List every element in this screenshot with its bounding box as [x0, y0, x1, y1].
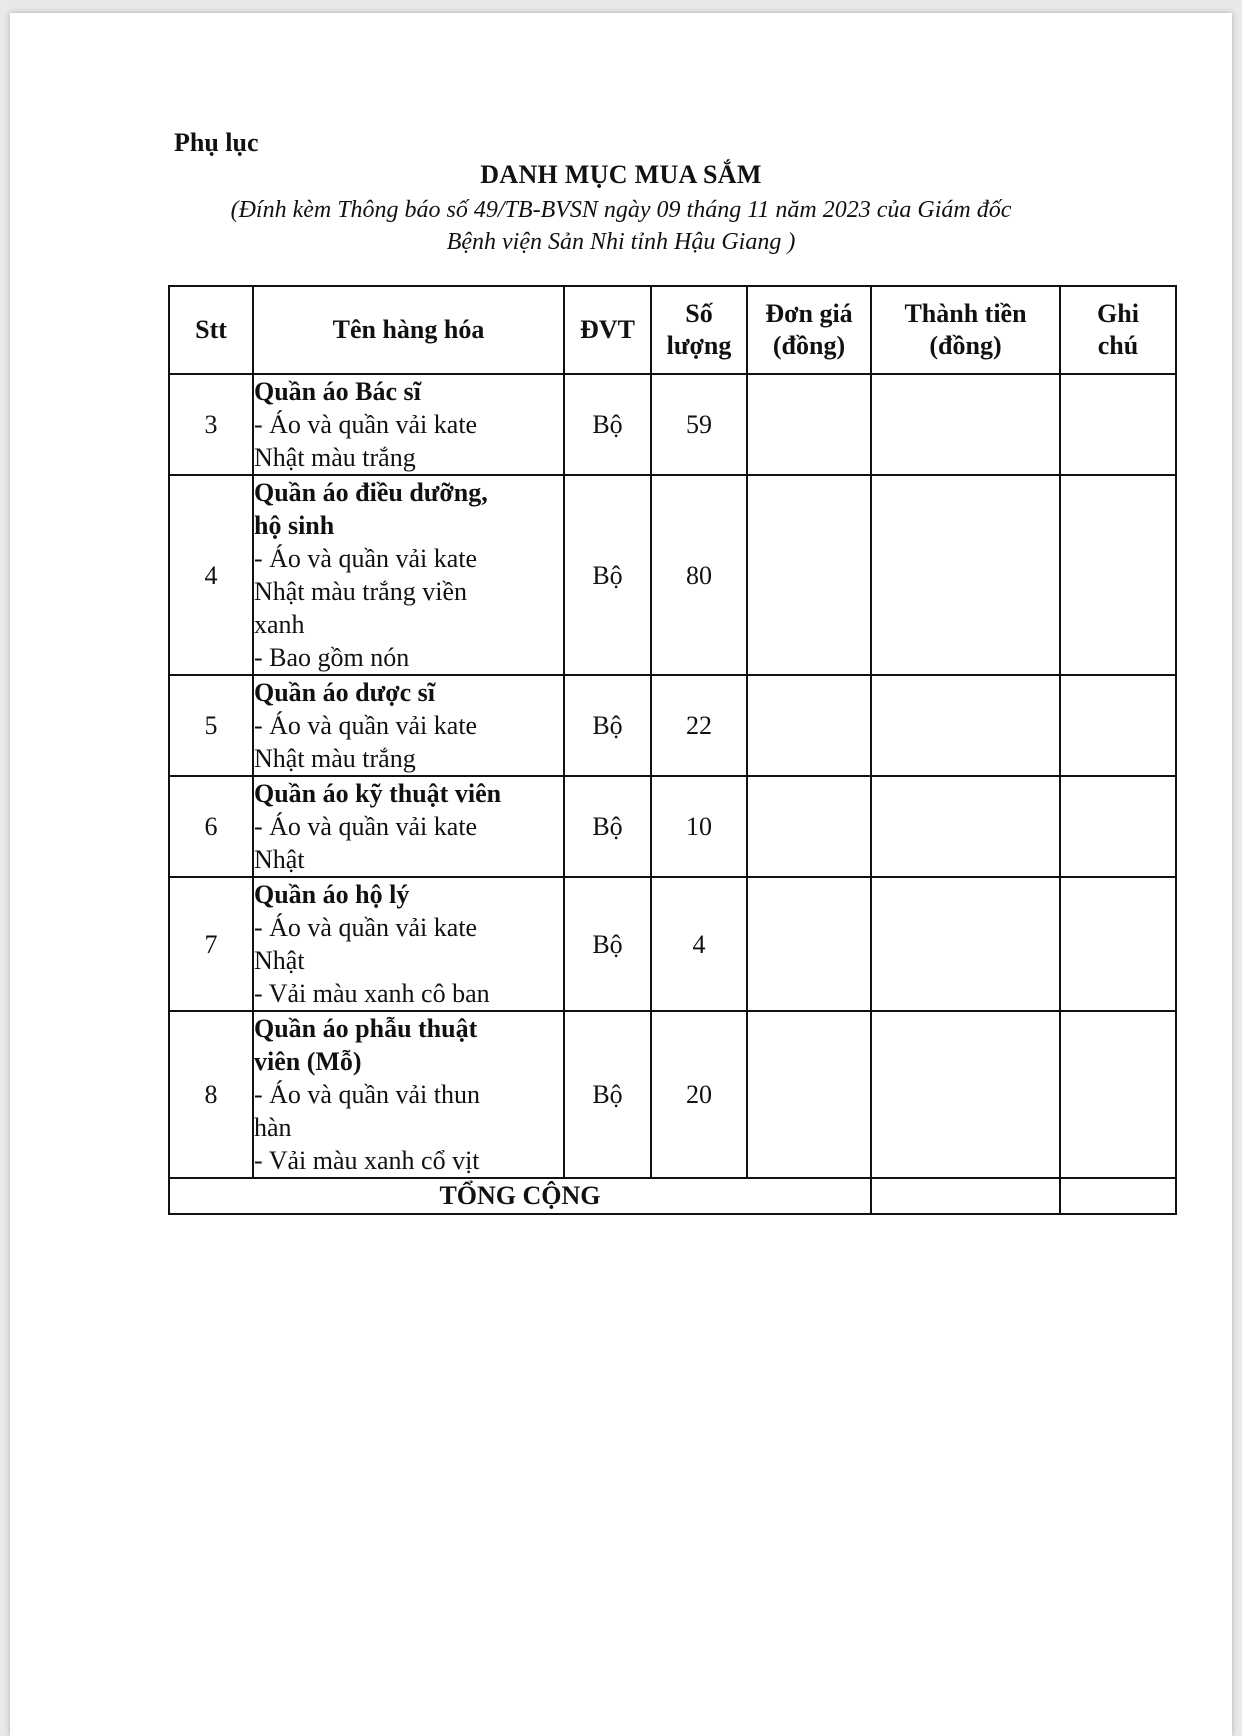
appendix-label: Phụ lục: [174, 128, 259, 157]
row-stt: 4: [169, 475, 253, 675]
row-unit-price: [747, 475, 871, 675]
row-unit: Bộ: [564, 475, 651, 675]
row-stt: 7: [169, 877, 253, 1011]
item-desc-line: xanh: [254, 610, 305, 639]
header-amount-line2: (đồng): [929, 331, 1002, 360]
item-desc-line: - Bao gồm nón: [254, 643, 410, 672]
row-amount: [871, 776, 1060, 877]
header-amount: [871, 286, 1060, 374]
row-amount: [871, 877, 1060, 1011]
row-unit: Bộ: [564, 1011, 651, 1178]
header-unit-price-line1: Đơn giá: [765, 299, 853, 328]
row-quantity: 10: [651, 776, 747, 877]
item-desc-line: - Áo và quần vải kate: [254, 544, 478, 573]
table-row: [169, 675, 1176, 776]
subtitle-line-2: Bệnh viện Sản Nhi tỉnh Hậu Giang ): [446, 229, 796, 255]
header-quantity: [651, 286, 747, 374]
item-desc-line: Nhật màu trắng viền: [254, 577, 467, 606]
header-unit-price-line2: (đồng): [772, 331, 846, 360]
item-desc-line: Nhật màu trắng: [254, 443, 416, 472]
item-title: Quần áo phẫu thuật: [254, 1014, 478, 1043]
item-title: Quần áo Bác sĩ: [254, 377, 421, 406]
row-item-name: [253, 475, 564, 675]
row-item-name: [253, 877, 564, 1011]
header-note: [1060, 286, 1176, 374]
row-unit-price: [747, 877, 871, 1011]
item-desc-line: - Áo và quần vải thun: [254, 1080, 481, 1109]
row-unit: Bộ: [564, 877, 651, 1011]
total-label: TỔNG CỘNG: [169, 1178, 871, 1214]
table-row: [169, 475, 1176, 675]
row-note: [1060, 675, 1176, 776]
row-stt: 6: [169, 776, 253, 877]
row-amount: [871, 374, 1060, 475]
row-note: [1060, 1011, 1176, 1178]
total-note: [1060, 1178, 1176, 1214]
row-amount: [871, 1011, 1060, 1178]
item-title: Quần áo dược sĩ: [254, 678, 435, 707]
item-title: hộ sinh: [254, 511, 335, 540]
row-unit: Bộ: [564, 374, 651, 475]
row-quantity: 80: [651, 475, 747, 675]
item-desc-line: - Áo và quần vải kate: [254, 711, 478, 740]
header-note-line2: chú: [1097, 331, 1139, 360]
item-desc-line: - Áo và quần vải kate: [254, 913, 478, 942]
row-unit-price: [747, 776, 871, 877]
row-unit: Bộ: [564, 776, 651, 877]
row-note: [1060, 475, 1176, 675]
row-quantity: 20: [651, 1011, 747, 1178]
row-item-name: [253, 374, 564, 475]
header-name: Tên hàng hóa: [253, 286, 564, 374]
row-amount: [871, 475, 1060, 675]
table-row: [169, 374, 1176, 475]
row-unit-price: [747, 675, 871, 776]
item-title: Quần áo kỹ thuật viên: [254, 779, 502, 808]
item-desc-line: hàn: [254, 1113, 292, 1142]
header-quantity-line2: lượng: [666, 331, 732, 360]
item-title: Quần áo điều dưỡng,: [254, 478, 488, 507]
row-note: [1060, 877, 1176, 1011]
table-row: [169, 1011, 1176, 1178]
item-desc-line: - Áo và quần vải kate: [254, 410, 478, 439]
item-title: Quần áo hộ lý: [254, 880, 410, 909]
item-title: viên (Mỗ): [254, 1047, 362, 1076]
row-unit-price: [747, 374, 871, 475]
item-desc-line: Nhật: [254, 946, 305, 975]
row-item-name: [253, 776, 564, 877]
row-stt: 8: [169, 1011, 253, 1178]
subtitle-line-1: (Đính kèm Thông báo số 49/TB-BVSN ngày 09 tháng 11 năm 2023 của Giám đốc: [230, 197, 1012, 223]
row-quantity: 22: [651, 675, 747, 776]
row-note: [1060, 374, 1176, 475]
total-row: [169, 1178, 1176, 1214]
row-stt: 3: [169, 374, 253, 475]
header-note-line1: Ghi: [1097, 299, 1139, 328]
item-desc-line: Nhật: [254, 845, 305, 874]
header-stt: Stt: [169, 286, 253, 374]
row-item-name: [253, 1011, 564, 1178]
item-desc-line: Nhật màu trắng: [254, 744, 416, 773]
procurement-table: [168, 285, 1177, 1215]
item-desc-line: - Vải màu xanh cô ban: [254, 979, 490, 1008]
row-stt: 5: [169, 675, 253, 776]
document-subtitle: [0, 194, 1242, 258]
row-unit-price: [747, 1011, 871, 1178]
row-amount: [871, 675, 1060, 776]
document-title: DANH MỤC MUA SẮM: [480, 160, 762, 189]
header-unit-price: [747, 286, 871, 374]
total-amount: [871, 1178, 1060, 1214]
header-row: [169, 286, 1176, 374]
header-unit: ĐVT: [564, 286, 651, 374]
header-amount-line1: Thành tiền: [904, 299, 1027, 328]
header-quantity-line1: Số: [685, 299, 713, 328]
table-row: [169, 877, 1176, 1011]
row-unit: Bộ: [564, 675, 651, 776]
row-note: [1060, 776, 1176, 877]
table-row: [169, 776, 1176, 877]
row-quantity: 4: [651, 877, 747, 1011]
row-quantity: 59: [651, 374, 747, 475]
item-desc-line: - Vải màu xanh cổ vịt: [254, 1146, 480, 1175]
item-desc-line: - Áo và quần vải kate: [254, 812, 478, 841]
row-item-name: [253, 675, 564, 776]
